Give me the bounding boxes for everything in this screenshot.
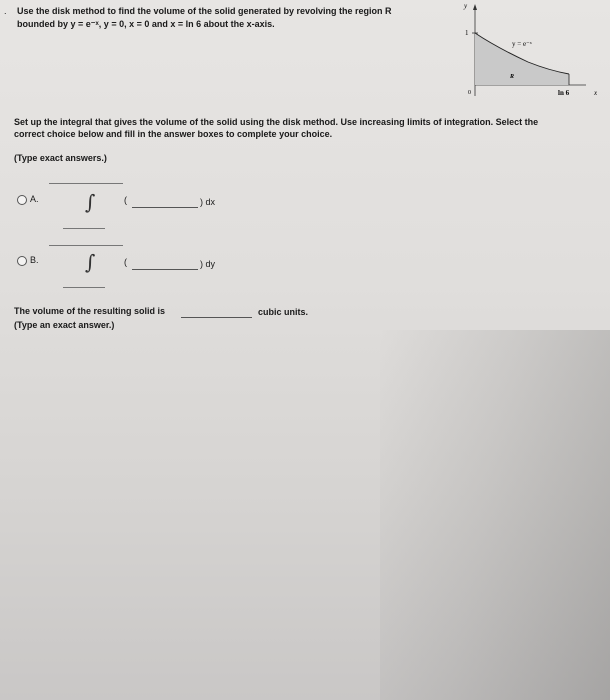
choice-a-open-paren: ( bbox=[124, 195, 127, 205]
curve-label: y = e⁻ˣ bbox=[512, 40, 532, 48]
y-axis-label: y bbox=[464, 2, 468, 10]
question-line-1: Use the disk method to find the volume of the solid generated by revolving the region R bbox=[17, 6, 392, 16]
choice-a-lower-limit-input[interactable] bbox=[63, 228, 105, 229]
choice-a-radio[interactable] bbox=[17, 195, 27, 205]
choice-b-lower-limit-input[interactable] bbox=[63, 287, 105, 288]
volume-answer-input[interactable] bbox=[181, 317, 252, 318]
instruction-line-1: Set up the integral that gives the volume of the solid using the disk method. Use increasing limits of integration. Select the bbox=[14, 117, 539, 127]
choice-b-open-paren: ( bbox=[124, 257, 127, 267]
x-axis-label: x bbox=[594, 89, 598, 97]
volume-units: cubic units. bbox=[258, 307, 309, 317]
region-graph bbox=[448, 0, 608, 104]
choice-b-integrand-input[interactable] bbox=[132, 269, 198, 270]
y-tick-label: 1 bbox=[465, 29, 469, 37]
choice-b-radio[interactable] bbox=[17, 256, 27, 266]
choice-a-integral-symbol: ∫ bbox=[85, 190, 96, 214]
choice-b-upper-limit-input[interactable] bbox=[49, 245, 123, 246]
origin-label: 0 bbox=[468, 90, 471, 96]
choice-a-dx: ) dx bbox=[200, 197, 216, 207]
instruction-line-2: correct choice below and fill in the answer boxes to complete your choice. bbox=[14, 129, 333, 139]
type-note: (Type exact answers.) bbox=[14, 153, 107, 163]
volume-note: (Type an exact answer.) bbox=[14, 320, 115, 330]
x-tick-label: ln 6 bbox=[558, 89, 570, 97]
question-line-2: bounded by y = e⁻ˣ, y = 0, x = 0 and x = ln 6 about the x-axis. bbox=[17, 19, 275, 29]
choice-a-upper-limit-input[interactable] bbox=[49, 183, 123, 184]
problem-marker: . bbox=[4, 6, 7, 16]
region-label: R bbox=[510, 74, 515, 80]
choice-a-integrand-input[interactable] bbox=[132, 207, 198, 208]
choice-b-dy: ) dy bbox=[200, 259, 216, 269]
y-axis-arrow bbox=[473, 4, 477, 10]
volume-prompt: The volume of the resulting solid is bbox=[14, 306, 166, 316]
choice-b-label[interactable]: B. bbox=[30, 255, 39, 265]
choice-a-label[interactable]: A. bbox=[30, 194, 39, 204]
choice-b-integral-symbol: ∫ bbox=[85, 250, 96, 274]
